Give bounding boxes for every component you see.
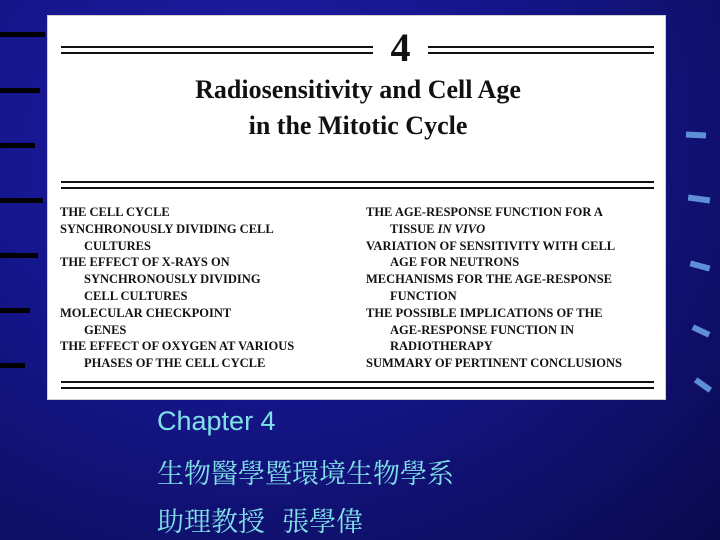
contents-left: [60, 204, 355, 372]
toc-item: AGE-RESPONSE FUNCTION IN: [390, 322, 575, 337]
toc-item: MOLECULAR CHECKPOINT: [60, 305, 232, 320]
decor-dash: [0, 198, 43, 203]
decor-dash: [690, 261, 711, 272]
decor-dash: [694, 377, 712, 392]
toc-item: MECHANISMS FOR THE AGE-RESPONSE: [366, 272, 612, 287]
toc-item: THE POSSIBLE IMPLICATIONS OF THE: [366, 305, 603, 320]
decor-dash: [688, 194, 711, 203]
decor-dash: [686, 131, 706, 138]
toc-item: TISSUE IN VIVO: [390, 221, 486, 236]
toc-item: THE EFFECT OF OXYGEN AT VARIOUS: [60, 339, 295, 354]
header-rule-right: [428, 46, 654, 48]
caption-department: 生物醫學暨環境生物學系: [157, 459, 454, 490]
toc-item: CULTURES: [84, 238, 151, 253]
decor-dash: [692, 324, 711, 337]
decor-dash: [0, 253, 38, 258]
toc-item: THE AGE-RESPONSE FUNCTION FOR A: [366, 205, 603, 219]
contents-right: [366, 204, 661, 372]
toc-item: SYNCHRONOUSLY DIVIDING CELL: [60, 221, 274, 236]
toc-item: THE CELL CYCLE: [60, 205, 170, 219]
toc-item: RADIOTHERAPY: [390, 339, 493, 354]
bottom-rule: [61, 381, 654, 383]
chapter-title: Radiosensitivity and Cell Age: [195, 75, 521, 104]
decor-dash: [0, 363, 25, 368]
caption-chapter: Chapter 4: [157, 406, 276, 436]
chapter-number: 4: [390, 25, 411, 70]
decor-dash: [0, 88, 40, 93]
decor-dash: [0, 308, 30, 313]
header-rule-left: [61, 46, 373, 48]
divider-rule: [61, 187, 654, 189]
header-rule-right: [428, 52, 654, 54]
toc-item: THE EFFECT OF X-RAYS ON: [60, 255, 230, 270]
decor-dash: [0, 143, 35, 148]
decor-dash: [0, 32, 45, 37]
toc-item: PHASES OF THE CELL CYCLE: [84, 356, 266, 371]
toc-item: AGE FOR NEUTRONS: [390, 255, 520, 270]
toc-item: CELL CULTURES: [84, 288, 188, 303]
toc-item: SYNCHRONOUSLY DIVIDING: [84, 272, 261, 287]
divider-rule: [61, 181, 654, 183]
toc-item: VARIATION OF SENSITIVITY WITH CELL: [366, 238, 616, 253]
chapter-title: in the Mitotic Cycle: [248, 111, 468, 140]
toc-item: GENES: [84, 322, 127, 337]
bottom-rule: [61, 387, 654, 389]
book-page-image: [47, 15, 666, 400]
caption-author: 助理教授 張學偉: [157, 507, 364, 538]
toc-item: FUNCTION: [390, 288, 457, 303]
toc-item: SUMMARY OF PERTINENT CONCLUSIONS: [366, 356, 622, 371]
header-rule-left: [61, 52, 373, 54]
